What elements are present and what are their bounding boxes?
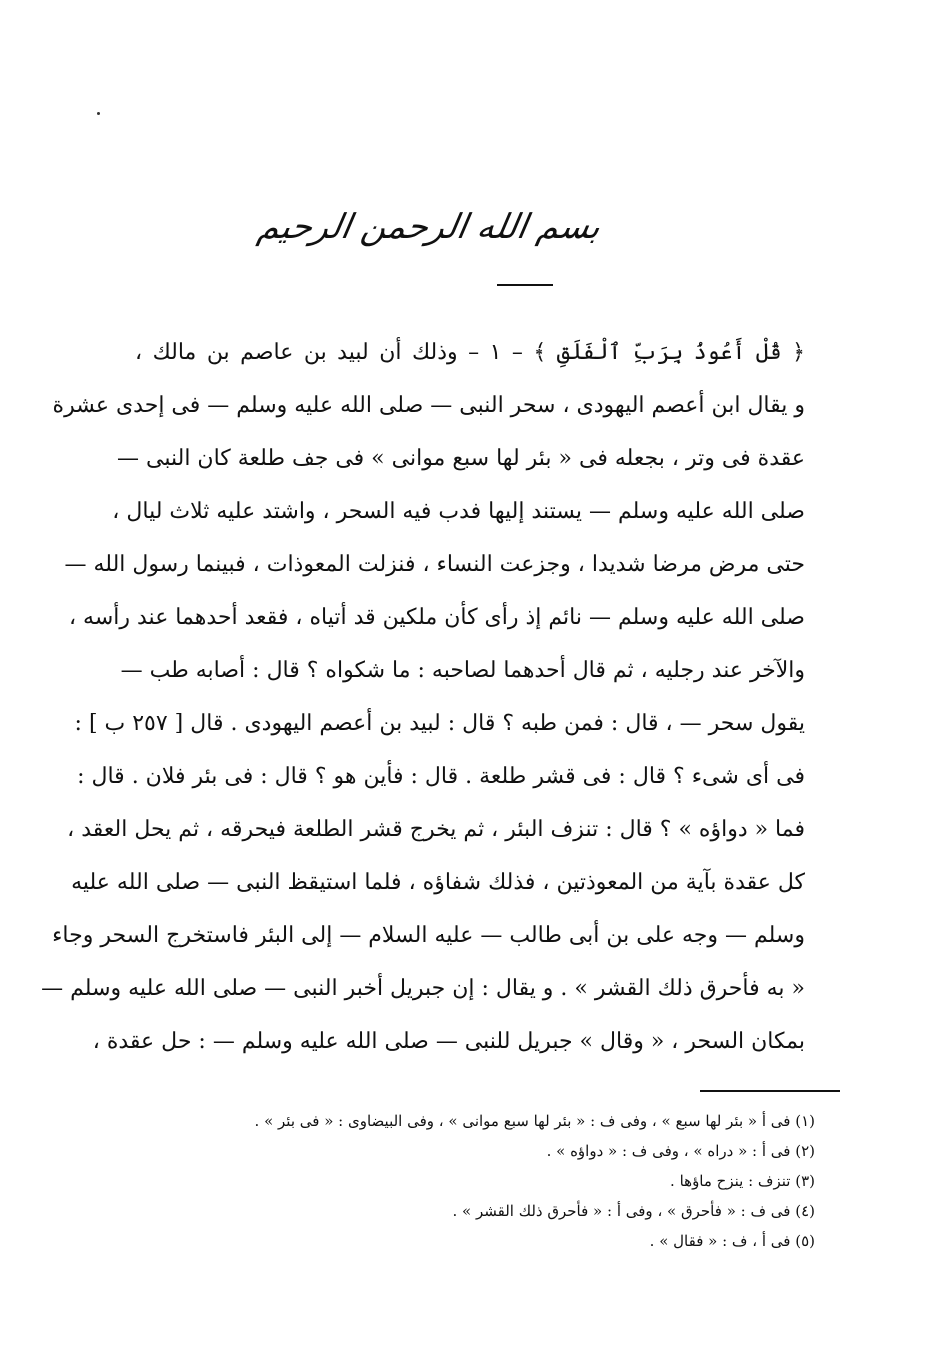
text-line: فى أى شىء ؟ قال : فى قشر طلعة . قال : فأين هو ؟ قال : فى بئر فلان . قال : [77, 764, 805, 789]
text-line: وسلم — وجه على بن أبى طالب — عليه السلام — إلى البئر فاستخرج السحر وجاء [52, 923, 805, 948]
text-line: كل عقدة بآية من المعوذتين ، فذلك شفاؤه ، فلما استيقظ النبى — صلى الله عليه [71, 870, 805, 895]
footnote: (١) فى أ « بئر لها سبع » ، وفى ف : « بئر لها سبع موانى » ، وفى البيضاوى : « فى بئر » . [254, 1112, 815, 1130]
footnote: (٣) تنزف : ينزح ماؤها . [670, 1172, 815, 1190]
footnote-separator [700, 1090, 840, 1092]
basmala-heading: بسم الله الرحمن الرحيم [254, 207, 604, 247]
text-line: حتى مرض مرضا شديدا ، وجزعت النساء ، فنزلت المعوذات ، فبينما رسول الله — [64, 552, 805, 577]
footnote: (٥) فى أ ، ف : « فقال » . [649, 1232, 815, 1250]
text-line: صلى الله عليه وسلم — نائم إذ رأى كأن ملكين قد أتياه ، فقعد أحدهما عند رأسه ، [68, 605, 805, 630]
text-line: فما « دواؤه » ؟ قال : تنزف البئر ، ثم يخرج قشر الطلعة فيحرقه ، ثم يحل العقد ، [67, 817, 805, 842]
text-line: و يقال ابن أعصم اليهودى ، سحر النبى — صلى الله عليه وسلم — فى إحدى عشرة [52, 393, 805, 418]
text-line: والآخر عند رجليه ، ثم قال أحدهما لصاحبه : ما شكواه ؟ قال : أصابه طب — [120, 658, 805, 683]
footnotes [115, 1106, 815, 1256]
footnote: (٤) فى ف : « فأحرق » ، وفى أ : « فأحرق ذلك القشر » . [452, 1202, 815, 1220]
text-line: بمكان السحر ، « وقال » جبريل للنبى — صلى الله عليه وسلم — : حل عقدة ، [92, 1029, 805, 1054]
title-divider [497, 284, 553, 286]
text-line: يقول سحر — ، قال : فمن طبه ؟ قال : لبيد بن أعصم اليهودى . قال [ ٢٥٧ ب ] : [74, 711, 805, 736]
text-line: صلى الله عليه وسلم — يستند إليها فدب فيه السحر ، واشتد عليه ثلاث ليال ، [112, 499, 805, 524]
text-line: ﴿ قُلْ أَعُوذُ بِرَبِّ ٱلْفَلَقِ ﴾ – ١ – وذلك أن لبيد بن عاصم بن مالك ، [135, 340, 806, 365]
text-line: عقدة فى وتر ، بجعله فى « بئر لها سبع موانى » فى جف طلعة كان النبى — [117, 446, 805, 471]
scan-speck [97, 112, 100, 115]
body-text [41, 326, 806, 1068]
text-line: « به فأحرق ذلك القشر » . و يقال : إن جبريل أخبر النبى — صلى الله عليه وسلم — [41, 976, 805, 1001]
footnote: (٢) فى أ : « دراه » ، وفى ف : « دواؤه » . [546, 1142, 815, 1160]
